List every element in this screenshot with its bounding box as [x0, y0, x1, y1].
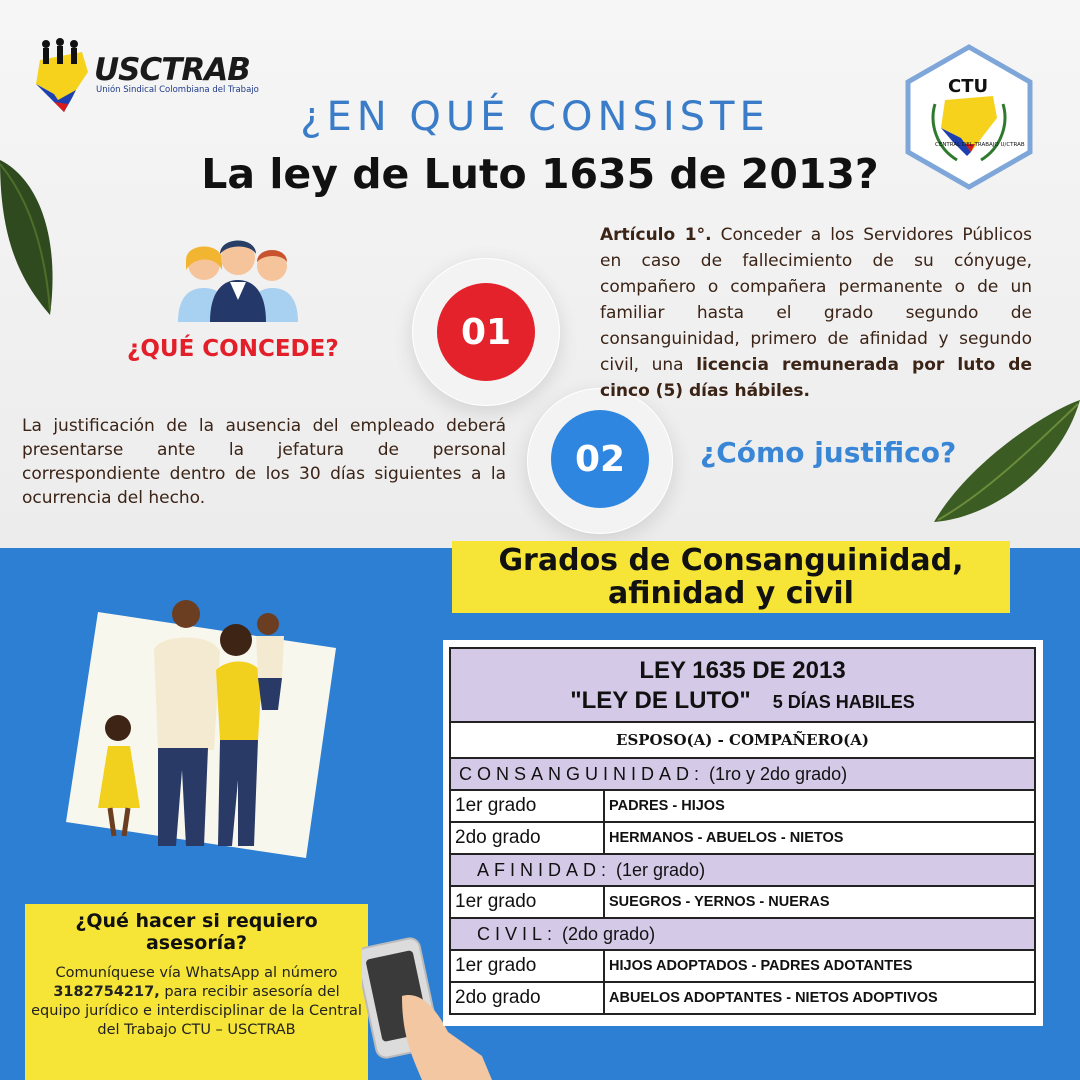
- help-box: [25, 904, 368, 1080]
- grade-cell: 2do grado: [450, 982, 604, 1014]
- grados-line2: afinidad y civil: [608, 576, 854, 611]
- badge-01: 01: [437, 283, 535, 381]
- help-phone: 3182754217,: [53, 984, 160, 1000]
- section1-question: ¿QUÉ CONCEDE?: [127, 336, 339, 362]
- section-name: CIVIL:: [477, 923, 558, 944]
- badge-02: 02: [551, 410, 649, 508]
- relatives-cell: SUEGROS - YERNOS - NUERAS: [604, 886, 1035, 918]
- help-title: ¿Qué hacer si requiero asesoría?: [75, 910, 318, 954]
- help-body-pre: Comuníquese vía WhatsApp al número: [55, 965, 338, 981]
- table-subtitle: "LEY DE LUTO": [570, 686, 751, 714]
- grade-cell: 2do grado: [450, 822, 604, 854]
- table-days: 5 DÍAS HABILES: [772, 691, 915, 712]
- grados-banner: [452, 541, 1010, 613]
- table-row: [450, 886, 1035, 918]
- table-title: LEY 1635 DE 2013: [639, 656, 846, 684]
- grados-line1: Grados de Consanguinidad,: [498, 543, 964, 578]
- family-illustration-icon: [58, 600, 338, 860]
- table-spouse-row: [450, 722, 1035, 758]
- usctrab-wordmark: USCTRAB: [94, 52, 250, 88]
- relatives-cell: PADRES - HIJOS: [604, 790, 1035, 822]
- grade-cell: 1er grado: [450, 950, 604, 982]
- people-group-icon: [172, 236, 304, 322]
- help-body-post: para recibir asesoría del equipo jurídico e interdisciplinar de la Central del Trabajo CTU – USCTRAB: [31, 984, 362, 1038]
- table-row: [450, 982, 1035, 1014]
- table-row: [450, 950, 1035, 982]
- table-row: [450, 790, 1035, 822]
- grade-cell: 1er grado: [450, 790, 604, 822]
- ctu-subtitle: CENTRAL DEL TRABAJO U/CTRAB: [935, 142, 1025, 148]
- article-body: Conceder a los Servidores Públicos en caso de fallecimiento de su cónyuge, compañero o compañera permanente o de un familiar hasta el grado segundo de consanguinidad, primero de afinidad y segundo civil, una: [600, 225, 1032, 375]
- article-text: [600, 222, 1032, 404]
- table-subtitle-line: [451, 686, 1034, 717]
- header-kicker: ¿EN QUÉ CONSISTE: [300, 94, 770, 140]
- grade-cell: 1er grado: [450, 886, 604, 918]
- section-detail: (1er grado): [611, 859, 706, 880]
- relatives-cell: HIJOS ADOPTADOS - PADRES ADOTANTES: [604, 950, 1035, 982]
- page-title: La ley de Luto 1635 de 2013?: [201, 150, 879, 198]
- justification-text: La justificación de la ausencia del empleado deberá presentarse ante la jefatura de personal correspondiente dentro de los 30 días siguientes a la ocurrencia del hecho.: [22, 416, 506, 508]
- ctu-wordmark: CTU: [948, 76, 989, 97]
- section2-question: ¿Cómo justifico?: [700, 436, 957, 469]
- article-label: Artículo 1°.: [600, 225, 712, 245]
- section-row-afinidad: [450, 854, 1035, 886]
- table-header-row: [450, 648, 1035, 722]
- section-detail: (1ro y 2do grado): [704, 763, 848, 784]
- article-bold: licencia remunerada por luto de cinco (5) días hábiles.: [600, 355, 1032, 401]
- ley-table: [449, 647, 1036, 1015]
- relatives-cell: ABUELOS ADOPTANTES - NIETOS ADOPTIVOS: [604, 982, 1035, 1014]
- table-row: [450, 822, 1035, 854]
- help-body: [25, 964, 368, 1040]
- section-detail: (2do grado): [557, 923, 656, 944]
- usctrab-subtitle: Unión Sindical Colombiana del Trabajo: [96, 85, 259, 95]
- section-row-consanguinidad: [450, 758, 1035, 790]
- spouse-cell: ESPOSO(A) - COMPAÑERO(A): [450, 722, 1035, 758]
- section-row-civil: [450, 918, 1035, 950]
- section-name: CONSANGUINIDAD:: [459, 763, 705, 784]
- section-name: AFINIDAD:: [477, 859, 612, 880]
- relatives-cell: HERMANOS - ABUELOS - NIETOS: [604, 822, 1035, 854]
